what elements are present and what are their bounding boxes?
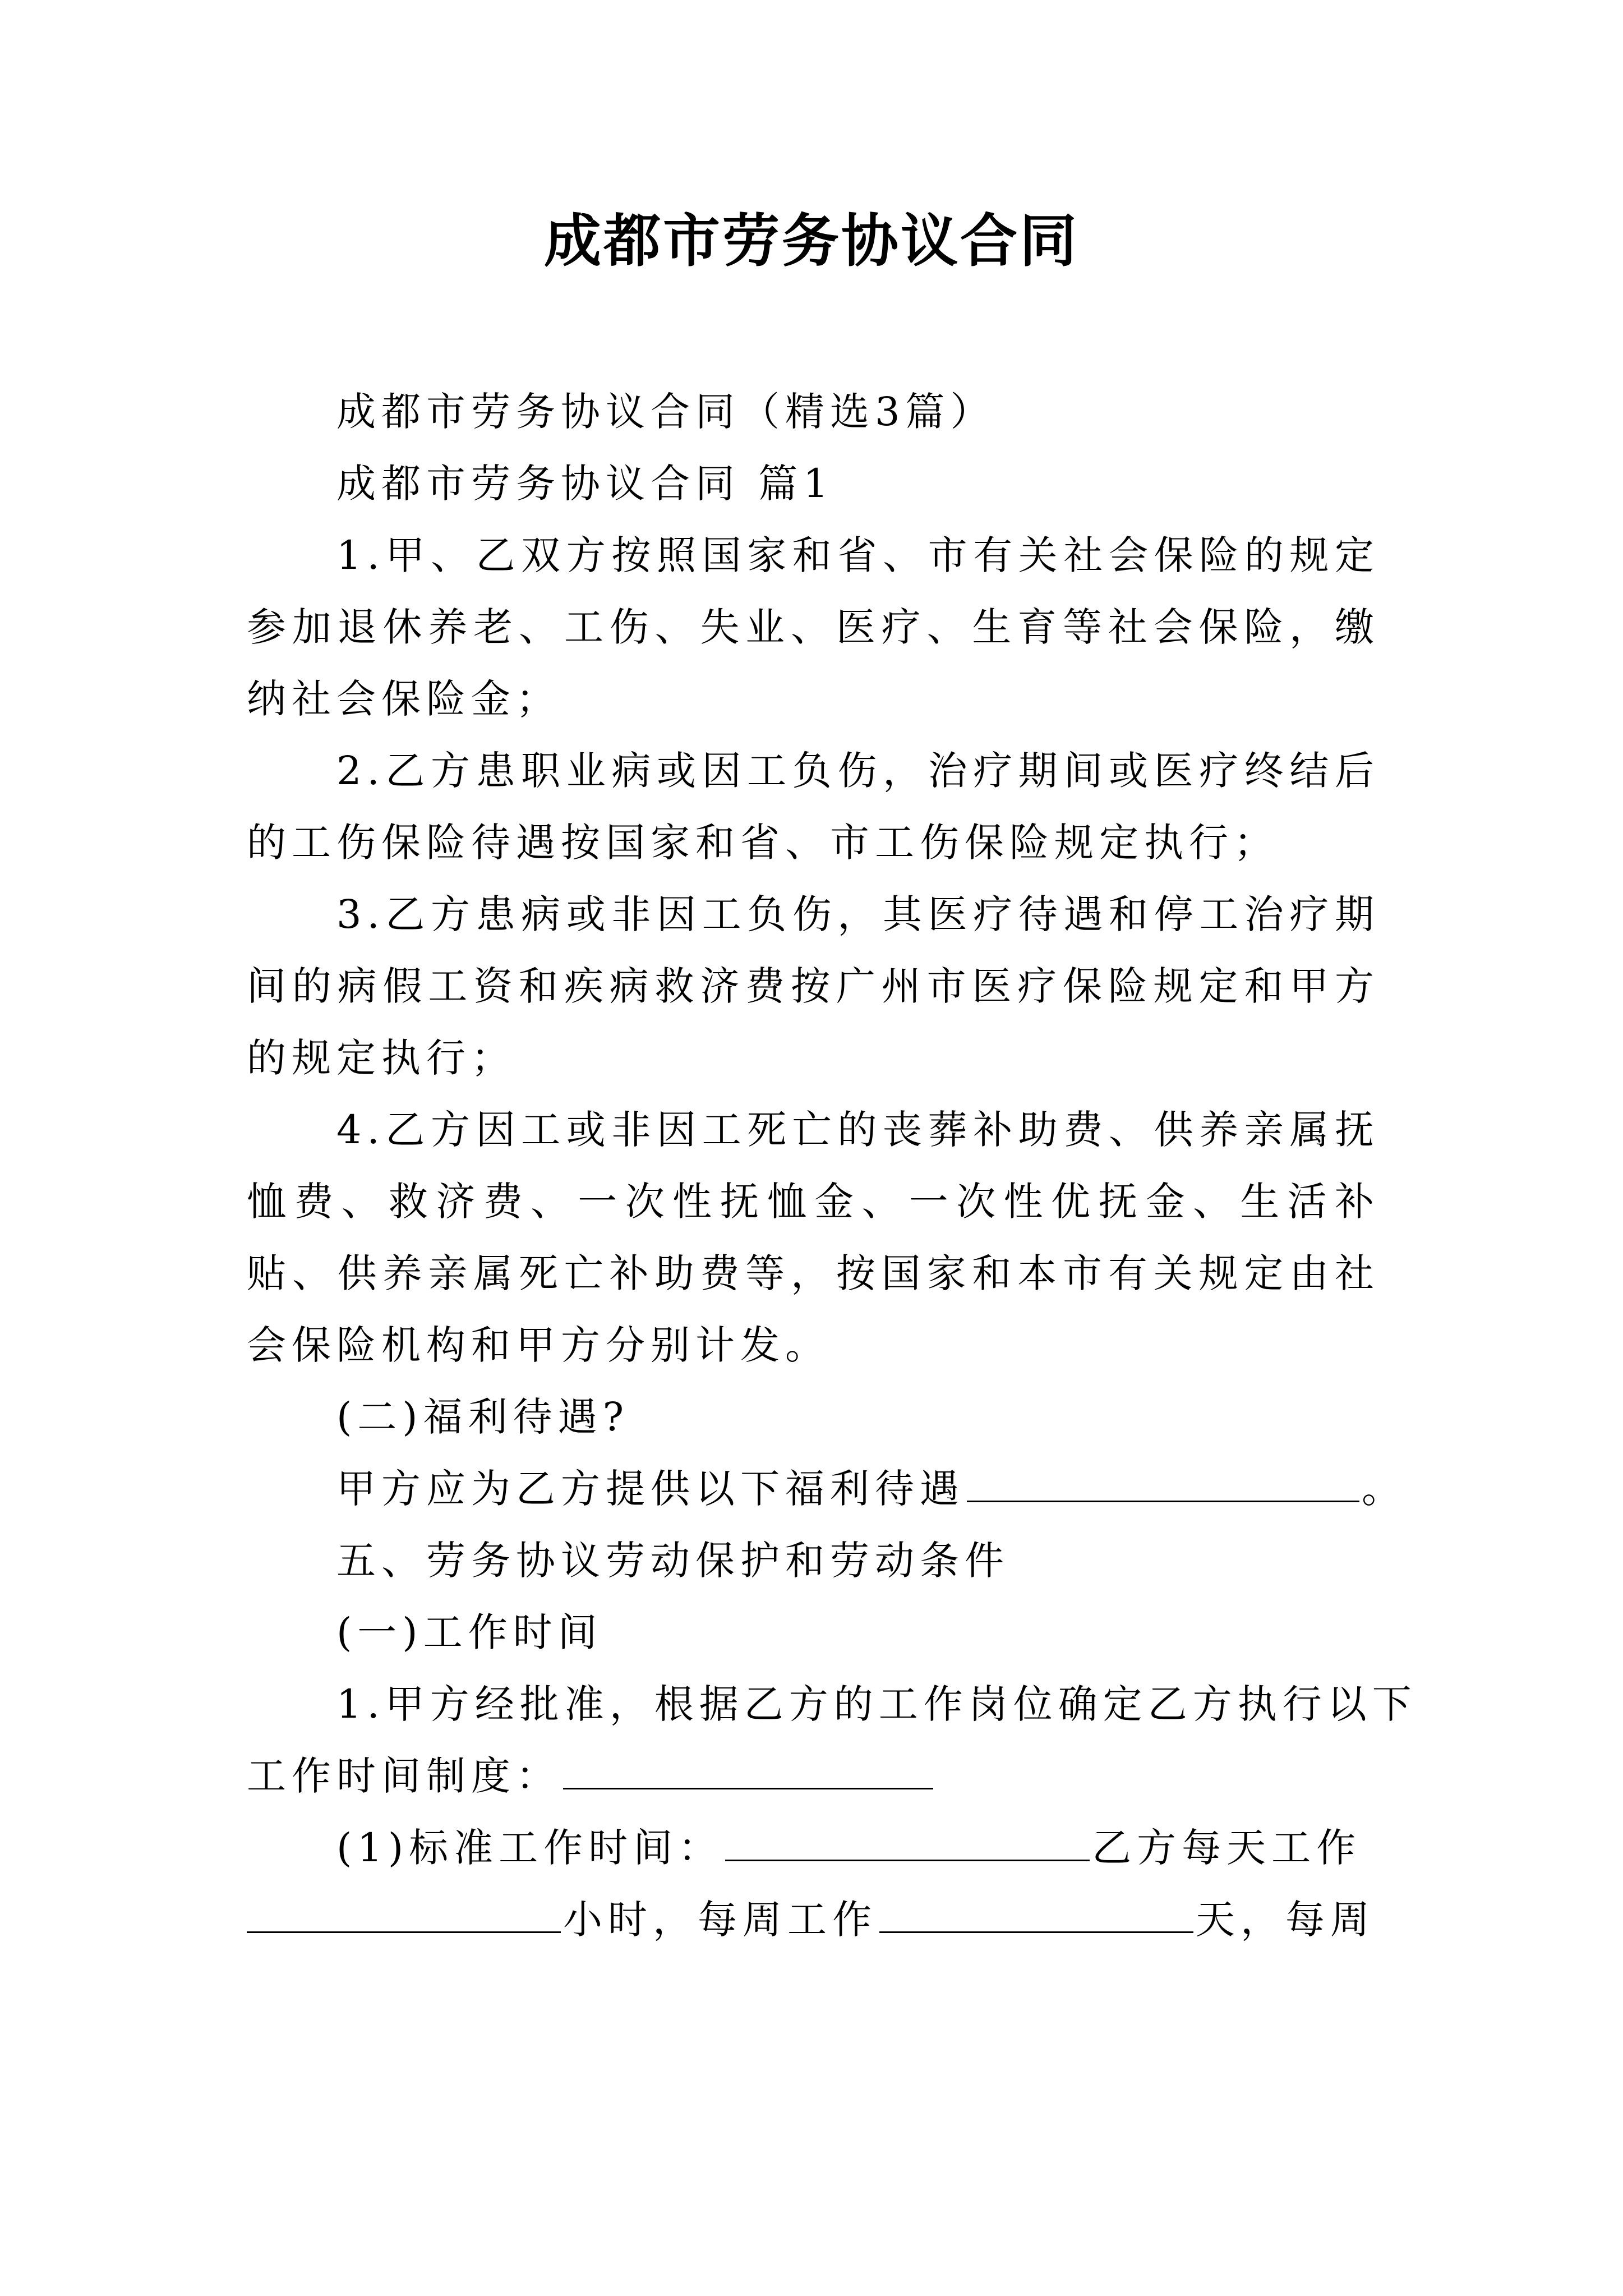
daily-work-label: 乙方每天工作 bbox=[1092, 1825, 1362, 1871]
hours-blank[interactable] bbox=[247, 1897, 561, 1933]
hours-days-line bbox=[247, 1884, 1380, 1955]
work-system-blank[interactable] bbox=[563, 1753, 933, 1789]
paragraph-work-injury: 2.乙方患职业病或因工负伤，治疗期间或医疗终结后的工伤保险待遇按国家和省、市工伤保险规定执行； bbox=[247, 748, 1380, 866]
standard-time-line bbox=[247, 1812, 1380, 1884]
work-system-line1: 1.甲方经批准，根据乙方的工作岗位确定乙方执行以下 bbox=[336, 1681, 1417, 1727]
work-time-heading: (一)工作时间 bbox=[336, 1609, 603, 1655]
chapter-five-heading: 五、劳务协议劳动保护和劳动条件 bbox=[336, 1538, 1009, 1584]
work-system-label: 工作时间制度： bbox=[247, 1753, 561, 1799]
welfare-end: 。 bbox=[1362, 1466, 1401, 1512]
work-system-line2 bbox=[247, 1740, 1380, 1812]
section-heading: 成都市劳务协议合同 篇1 bbox=[336, 461, 834, 507]
days-label: 天，每周 bbox=[1196, 1897, 1375, 1943]
welfare-line bbox=[247, 1453, 1401, 1525]
standard-time-label: (1)标准工作时间： bbox=[336, 1825, 723, 1871]
paragraph-social-insurance: 1.甲、乙双方按照国家和省、市有关社会保险的规定参加退休养老、工伤、失业、医疗、生育等社会保险，缴纳社会保险金； bbox=[247, 532, 1380, 722]
days-blank[interactable] bbox=[879, 1897, 1193, 1933]
paragraph-sick-leave: 3.乙方患病或非因工负伤，其医疗待遇和停工治疗期间的病假工资和疾病救济费按广州市医疗保险规定和甲方的规定执行； bbox=[247, 891, 1380, 1081]
document-subtitle: 成都市劳务协议合同（精选3篇） bbox=[336, 389, 995, 435]
welfare-blank[interactable] bbox=[967, 1466, 1359, 1502]
document-body bbox=[247, 376, 1417, 1955]
hours-label: 小时，每周工作 bbox=[563, 1897, 877, 1943]
welfare-text: 甲方应为乙方提供以下福利待遇 bbox=[336, 1466, 965, 1512]
standard-time-blank[interactable] bbox=[725, 1825, 1090, 1861]
document-title: 成都市劳务协议合同 bbox=[544, 208, 1079, 275]
welfare-heading: (二)福利待遇? bbox=[336, 1394, 630, 1440]
paragraph-death-benefits: 4.乙方因工或非因工死亡的丧葬补助费、供养亲属抚恤费、救济费、一次性抚恤金、一次性优抚金、生活补贴、供养亲属死亡补助费等，按国家和本市有关规定由社会保险机构和甲方分别计发。 bbox=[247, 1107, 1380, 1368]
